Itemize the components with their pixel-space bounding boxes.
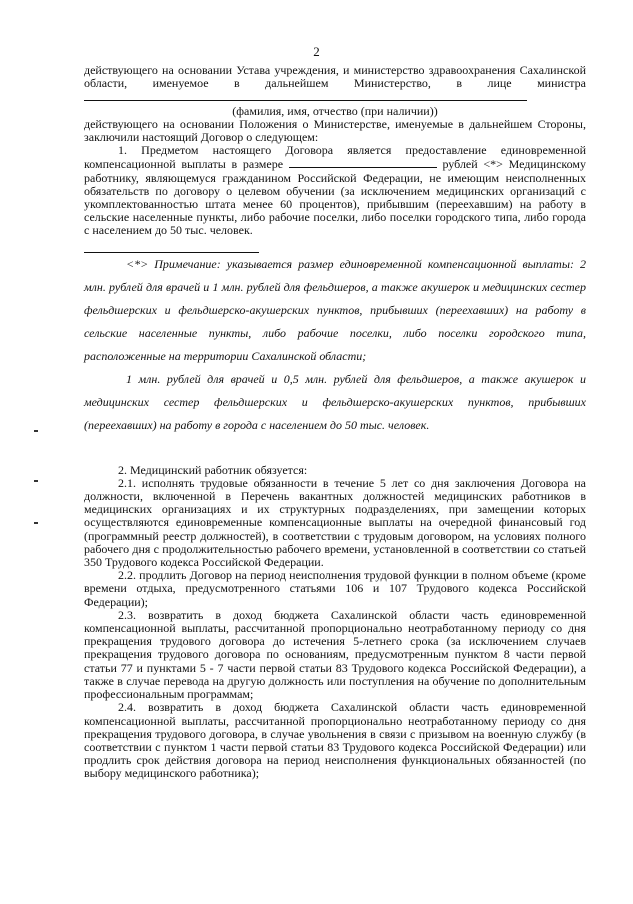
clause-1 — [84, 144, 586, 237]
clause-2-4: 2.4. возвратить в доход бюджета Сахалинской области часть единовременной компенсационной выплаты, рассчитанной пропорционально неотработанному периоду со дня прекращения трудового договора, в случае увольнения в связи с призывом на военную службу (в соответствии с пунктом 1 части первой статьи 83 Трудового кодекса Российской Федерации) или продлить срок действия договора на период неисполнения функциональных обязанностей (по выбору медицинского работника); — [84, 700, 586, 781]
clause-2-3: 2.3. возвратить в доход бюджета Сахалинской области часть единовременной компенсационной выплаты, рассчитанной пропорционально неотработанному периоду со дня прекращения трудового договора до истечения 5-летнего срока (за исключением случаев прекращения трудового договора по основаниям, предусмотренным пунктом 8 части первой статьи 77 и пунктами 5 - 7 части первой статьи 83 Трудового кодекса Российской Федерации), а также в случае перевода на другую должность или поступления на обучение по дополнительным профессиональным программам; — [84, 607, 586, 702]
scan-mark — [34, 430, 38, 432]
amount-blank — [289, 157, 437, 168]
clause-1-part-1: 1. Предметом настоящего Договора является предоставление единовременной компенсационной выплаты в размере — [84, 143, 586, 172]
scan-mark — [34, 480, 38, 482]
footnote-2: 1 млн. рублей для врачей и 0,5 млн. рублей для фельдшеров, а также акушерок и медицинских сестер фельдшерских и фельдшерско-акушерских пунктов, прибывших (переехавших) на работу в города с населением до 50 тыс. человек. — [84, 371, 586, 432]
page-number: 2 — [313, 44, 320, 59]
clause-2-2: 2.2. продлить Договор на период неисполнения трудовой функции в полном объеме (кроме времени отдыха, предусмотренного статьями 106 и 107 Трудового кодекса Российской Федерации); — [84, 568, 586, 609]
spacer — [84, 437, 586, 464]
name-hint: (фамилия, имя, отчество (при наличии)) — [232, 103, 438, 118]
intro-paragraph — [84, 64, 586, 105]
clause-2-1: 2.1. исполнять трудовые обязанности в течение 5 лет со дня заключения Договора на должности, включенной в Перечень вакантных должностей медицинских работников в медицинских организациях и их структурных подразделениях, при замещении которых осуществляются единовременные компенсационные выплаты на очередной финансовый год (программный реестр должностей), в соответствии с трудовым договором, на условиях полного рабочего дня с продолжительностью рабочего времени, установленной в соответствии со статьей 350 Трудового кодекса Российской Федерации. — [84, 475, 586, 570]
intro-line-1: действующего на основании Устава учреждения, и министерство здравоохранения Сахалинской области, именуемое в дальнейшем Министерство, в лице министра — [84, 63, 586, 91]
scan-mark — [34, 522, 38, 524]
clause-2-heading: 2. Медицинский работник обязуется: — [118, 462, 308, 477]
clause-1-part-2: рублей <*> Медицинскому работнику, являющемуся гражданином Российской Федерации, не имеющим неисполненных обязательств по договору о целевом обучении (за исключением медицинских организаций с укомплектованностью штата менее 60 процентов), прибывшим (переехавшим) на работу в сельские населенные пункты, либо рабочие поселки, либо поселки городского типа, либо города с населением до 50 тыс. человек. — [84, 157, 587, 238]
document-body — [84, 64, 586, 781]
minister-name-blank — [84, 90, 527, 101]
intro-paragraph-2: действующего на основании Положения о Министерстве, именуемые в дальнейшем Стороны, заключили настоящий Договор о следующем: — [84, 116, 586, 145]
footnote-1: <*> Примечание: указывается размер единовременной компенсационной выплаты: 2 млн. рублей для врачей и 1 млн. рублей для фельдшеров, а также акушерок и медицинских сестер фельдшерских и фельдшерско-акушерских пунктов, прибывших (переехавших) на работу в сельские населенные пункты, либо рабочие поселки, либо поселки городского типа, расположенные на территории Сахалинской области; — [84, 256, 586, 363]
